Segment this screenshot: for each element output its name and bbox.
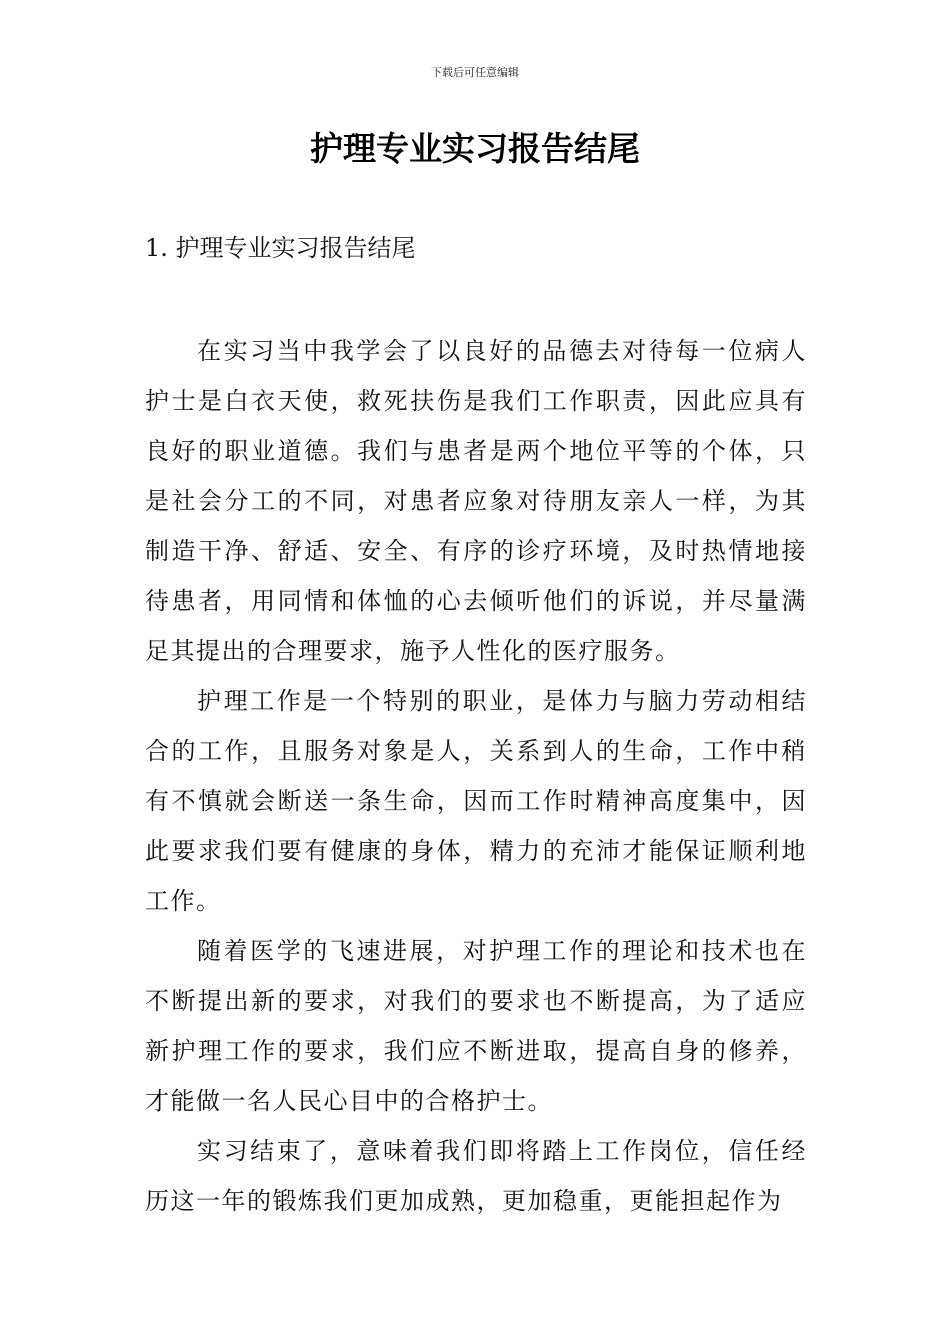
- section-heading: 1. 护理专业实习报告结尾: [145, 234, 416, 262]
- paragraph-1: 在实习当中我学会了以良好的品德去对待每一位病人护士是白衣天使，救死扶伤是我们工作职责，因此应具有良好的职业道德。我们与患者是两个地位平等的个体，只是社会分工的不同，对患者应象对待朋友亲人一样，为其制造干净、舒适、安全、有序的诊疗环境，及时热情地接待患者，用同情和体恤的心去倾听他们的诉说，并尽量满足其提出的合理要求，施予人性化的医疗服务。: [145, 337, 807, 665]
- paragraph-3: 随着医学的飞速进展，对护理工作的理论和技术也在不断提出新的要求，对我们的要求也不断提高，为了适应新护理工作的要求，我们应不断进取，提高自身的修养，才能做一名人民心目中的合格护士。: [145, 937, 807, 1115]
- header-note: 下载后可任意编辑: [431, 66, 519, 79]
- body-text: [145, 326, 807, 1226]
- paragraph-4: 实习结束了，意味着我们即将踏上工作岗位，信任经历这一年的锻炼我们更加成熟，更加稳重，更能担起作为: [145, 1137, 807, 1215]
- paragraph-2: 护理工作是一个特别的职业，是体力与脑力劳动相结合的工作，且服务对象是人，关系到人的生命，工作中稍有不慎就会断送一条生命，因而工作时精神高度集中，因此要求我们要有健康的身体，精力的充沛才能保证顺利地工作。: [145, 687, 807, 915]
- document-title: 护理专业实习报告结尾: [310, 129, 640, 168]
